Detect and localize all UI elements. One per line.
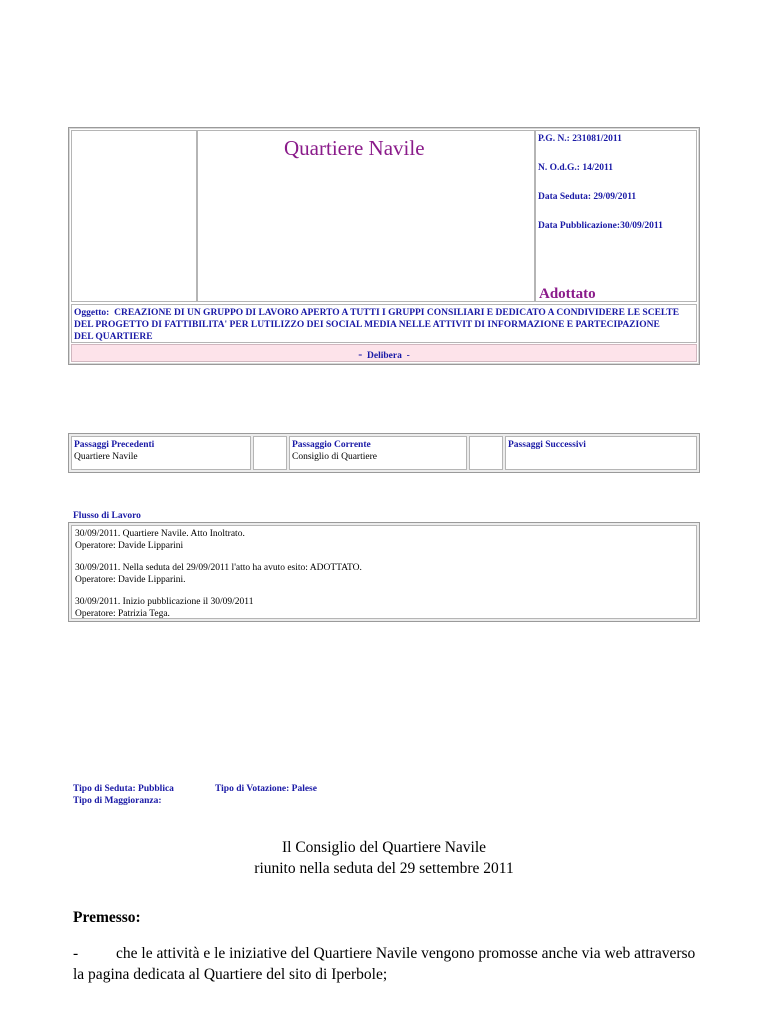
subject-label: Oggetto: <box>74 308 110 318</box>
session-type: Tipo di Seduta: Pubblica <box>73 784 174 794</box>
workflow-box <box>68 522 700 622</box>
workflow-operator: Operatore: Patrizia Tega. <box>75 609 170 619</box>
passaggi-precedenti-label: Passaggi Precedenti <box>74 440 155 450</box>
delibera-label: Delibera <box>367 351 402 361</box>
majority-type: Tipo di Maggioranza: <box>73 796 162 806</box>
subject-line-2: DEL PROGETTO DI FATTIBILITA' PER LUTILIZZO DEI SOCIAL MEDIA NELLE ATTIVIT DI INFORMAZIONE E PARTECIPAZIONE <box>74 320 660 330</box>
header-title-cell <box>197 130 535 302</box>
council-heading-line-1: Il Consiglio del Quartiere Navile <box>281 839 487 856</box>
workflow-operator: Operatore: Davide Lipparini. <box>75 575 186 585</box>
header-left-cell <box>71 130 197 302</box>
passaggi-precedenti-cell <box>71 436 251 470</box>
passaggi-spacer-1 <box>253 436 287 470</box>
workflow-entry <box>75 528 693 552</box>
subject-line-1: CREAZIONE DI UN GRUPPO DI LAVORO APERTO A TUTTI I GRUPPI CONSILIARI E DEDICATO A CONDIVIDERE LE SCELTE <box>114 308 680 318</box>
odg-number: N. O.d.G.: 14/2011 <box>538 163 613 173</box>
workflow-event: 30/09/2011. Quartiere Navile. Atto Inoltrato. <box>75 529 245 539</box>
premise-line-2: la pagina dedicata al Quartiere del sito di Iperbole; <box>73 966 388 983</box>
publication-date: Data Pubblicazione:30/09/2011 <box>538 221 663 231</box>
protocol-number: P.G. N.: 231081/2011 <box>538 134 622 144</box>
passaggi-successivi-label: Passaggi Successivi <box>508 440 586 450</box>
passaggi-precedenti-value: Quartiere Navile <box>74 452 138 462</box>
session-date: Data Seduta: 29/09/2011 <box>538 192 637 202</box>
delibera-dash-left: - <box>358 347 363 361</box>
passaggio-corrente-value: Consiglio di Quartiere <box>292 452 377 462</box>
passaggio-corrente-label: Passaggio Corrente <box>292 440 371 450</box>
subject-line-3: DEL QUARTIERE <box>74 332 153 342</box>
workflow-title: Flusso di Lavoro <box>73 511 141 521</box>
delibera-dash-right: - <box>406 351 410 361</box>
workflow-operator: Operatore: Davide Lipparini <box>75 541 184 551</box>
vote-type: Tipo di Votazione: Palese <box>215 784 317 794</box>
passaggi-table <box>68 433 700 473</box>
workflow-entry <box>75 562 693 586</box>
council-heading-line-2: riunito nella seduta del 29 settembre 2011 <box>254 860 514 877</box>
workflow-log <box>71 525 697 619</box>
passaggi-successivi-cell <box>505 436 697 470</box>
premise-item <box>73 943 723 985</box>
passaggio-corrente-cell <box>289 436 467 470</box>
document-header <box>68 127 700 365</box>
page-title: Quartiere Navile <box>284 136 425 160</box>
premesso-heading: Premesso: <box>73 909 141 926</box>
workflow-entry <box>75 596 693 620</box>
workflow-event: 30/09/2011. Inizio pubblicazione il 30/09/2011 <box>75 597 254 607</box>
header-meta-cell <box>535 130 697 302</box>
status-badge: Adottato <box>539 286 596 302</box>
premise-line-1: che le attività e le iniziative del Quartiere Navile vengono promosse anche via web attraverso <box>116 945 696 962</box>
subject-block <box>71 304 697 343</box>
passaggi-spacer-2 <box>469 436 503 470</box>
bullet-dash: - <box>73 945 79 962</box>
delibera-bar <box>71 344 697 362</box>
council-heading <box>68 837 700 879</box>
workflow-event: 30/09/2011. Nella seduta del 29/09/2011 l'atto ha avuto esito: ADOTTATO. <box>75 563 362 573</box>
